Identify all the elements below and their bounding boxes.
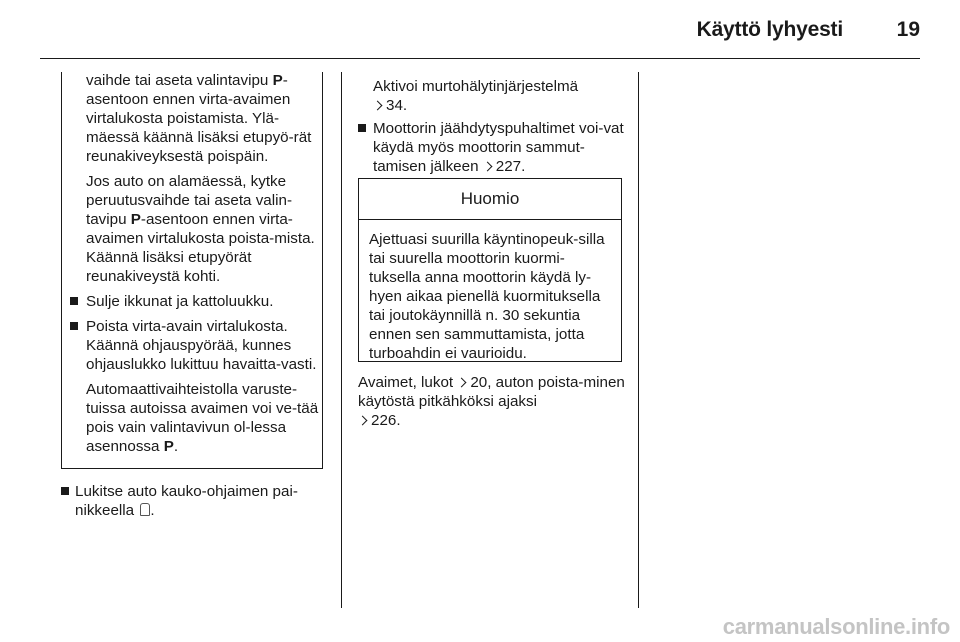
box-paragraph-1: vaihde tai aseta valintavipu P-asentoon ennen virta-avaimen virtalukosta poistamista. Ylä-mäessä käännä lisäksi etupyö-rät reunakiveyksestä poispäin. bbox=[86, 72, 312, 165]
paragraph: Avaimet, lukot 20, auton poista-minen käytöstä pitkähköksi ajaksi 226. bbox=[358, 374, 625, 429]
arrow-reference-icon bbox=[457, 378, 467, 388]
bullet-square-icon bbox=[70, 297, 78, 305]
paragraph: Aktivoi murtohälytinjärjestelmä 34. bbox=[373, 78, 579, 114]
list-item: Lukitse auto kauko-ohjaimen pai-nikkeella . bbox=[61, 482, 326, 520]
list-item: Poista virta-avain virtalukosta. Käännä ohjauspyörää, kunnes ohjauslukko lukittuu havaitta-vasti. bbox=[86, 317, 320, 374]
page-title: Käyttö lyhyesti bbox=[696, 18, 843, 41]
arrow-reference-icon bbox=[482, 162, 492, 172]
continued-warning-box bbox=[61, 72, 323, 469]
arrow-reference-icon bbox=[373, 101, 383, 111]
column-divider-2 bbox=[638, 72, 639, 608]
column-2-after-note bbox=[358, 373, 626, 430]
bullet-square-icon bbox=[61, 487, 69, 495]
list-item-subparagraph: Automaattivaihteistolla varuste-tuissa autoissa avaimen voi ve-tää pois vain valintavivun ol-lessa asennossa P. bbox=[86, 381, 319, 455]
list-item: Moottorin jäähdytyspuhaltimet voi-vat käydä myös moottorin sammut-tamisen jälkeen 227. bbox=[358, 119, 626, 176]
column-divider-1 bbox=[341, 72, 342, 608]
column-2-text bbox=[358, 77, 626, 176]
bullet-square-icon bbox=[358, 124, 366, 132]
note-box bbox=[358, 178, 622, 362]
column-1-text bbox=[61, 482, 326, 520]
header-divider bbox=[40, 58, 920, 59]
page-number: 19 bbox=[896, 18, 920, 41]
list-item: Sulje ikkunat ja kattoluukku. bbox=[86, 292, 320, 311]
lock-button-icon bbox=[140, 503, 150, 516]
bullet-square-icon bbox=[70, 322, 78, 330]
box-paragraph-2: Jos auto on alamäessä, kytke peruutusvaihde tai aseta valin-tavipu P-asentoon ennen virta-avaimen virtalukosta poista-mista. Käännä lisäksi etupyörät reunakiveystä kohti. bbox=[86, 173, 315, 285]
arrow-reference-icon bbox=[358, 416, 368, 426]
note-body: Ajettuasi suurilla käyntinopeuk-silla tai suurella moottorin kuormi-tuksella anna moottorin käydä ly-hyen aikaa pienellä kuormituksella tai joutokäynnillä n. 30 sekuntia ennen sen sammuttamista, jotta turboahdin ei vaurioidu. bbox=[369, 231, 605, 362]
note-title: Huomio bbox=[359, 179, 621, 220]
watermark: carmanualsonline.info bbox=[722, 614, 950, 639]
